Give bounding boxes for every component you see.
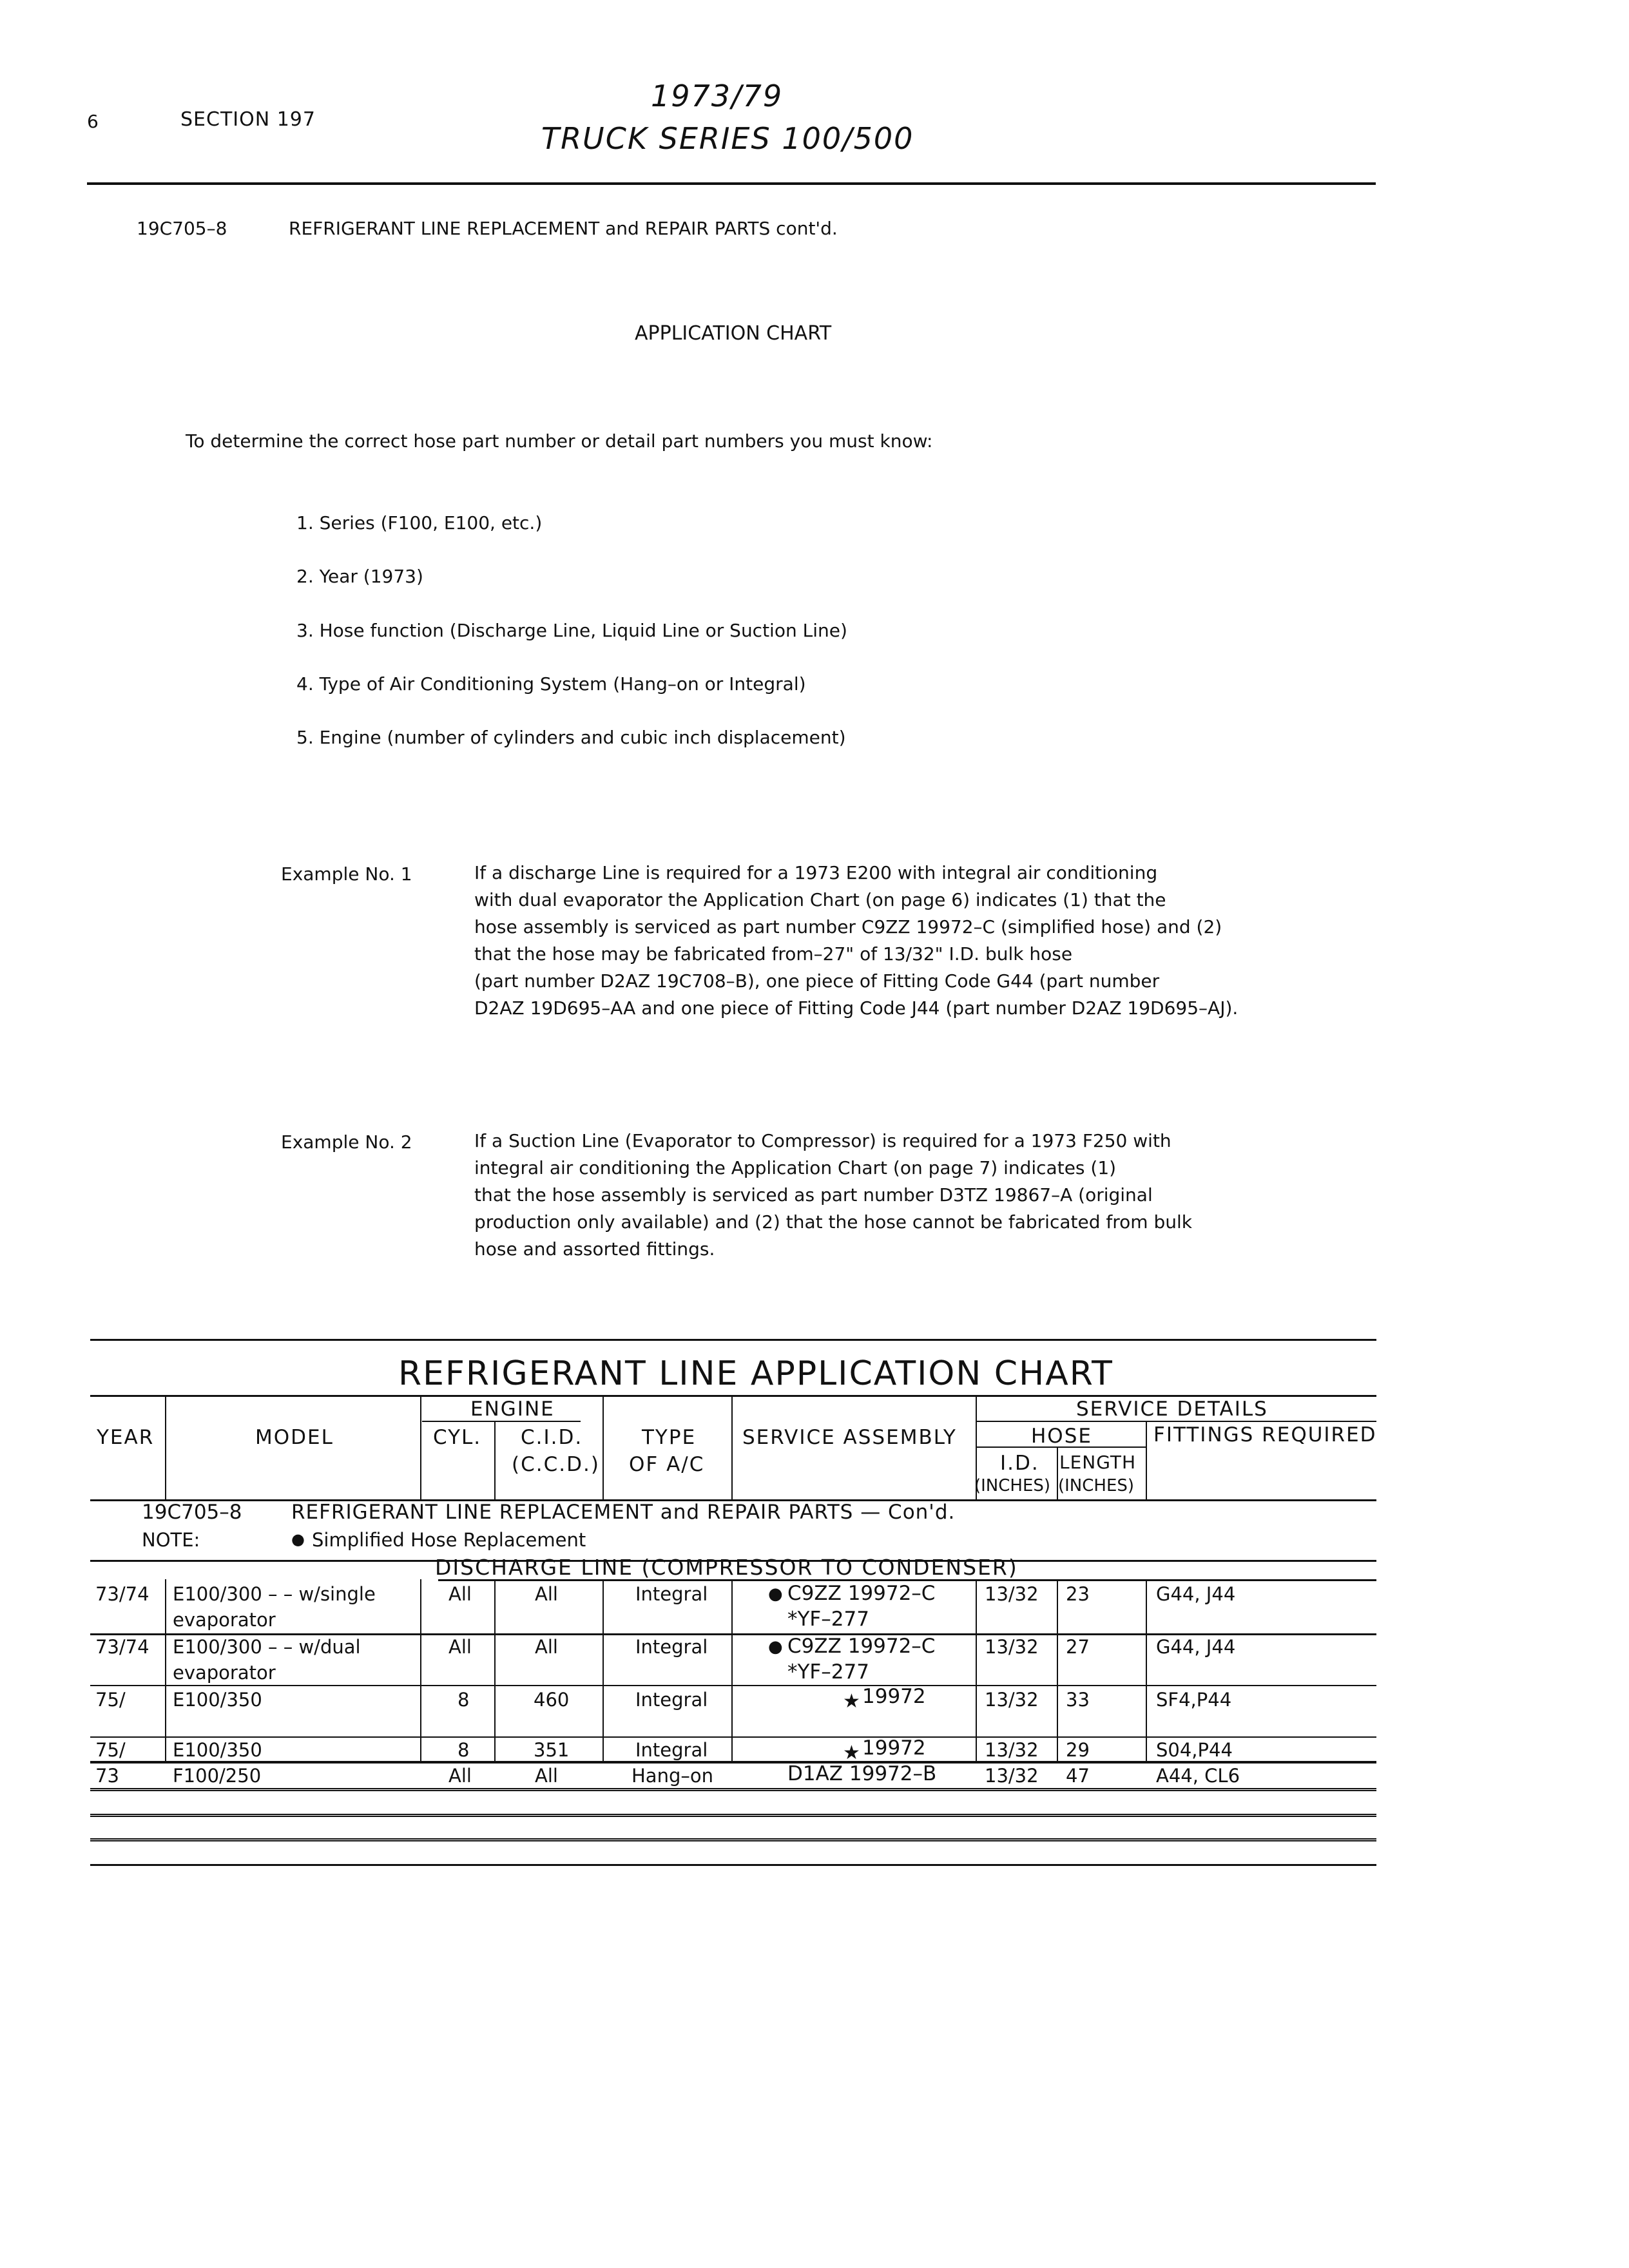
row-hose-id: 13/32 bbox=[985, 1636, 1039, 1658]
row-type: Integral bbox=[635, 1636, 708, 1658]
header-engine: ENGINE bbox=[470, 1398, 555, 1421]
row-model: E100/300 – – w/dual bbox=[173, 1636, 361, 1658]
table-title: REFRIGERANT LINE APPLICATION CHART bbox=[398, 1354, 1113, 1393]
simplified-hose-bullet-icon: ● bbox=[768, 1584, 783, 1604]
header-year: YEAR bbox=[97, 1426, 155, 1449]
table-col-divider bbox=[1057, 1579, 1058, 1762]
table-col-divider bbox=[602, 1395, 604, 1499]
example-line: D2AZ 19D695–AA and one piece of Fitting Code J44 (part number D2AZ 19D695–AJ). bbox=[474, 997, 1239, 1019]
header-rule bbox=[87, 182, 1376, 185]
header-length-unit: (INCHES) bbox=[1058, 1476, 1135, 1495]
table-col-divider bbox=[731, 1395, 733, 1499]
table-col-divider bbox=[165, 1395, 166, 1499]
example-line: If a Suction Line (Evaporator to Compressor) is required for a 1973 F250 with bbox=[474, 1130, 1171, 1151]
row-hose-id: 13/32 bbox=[985, 1739, 1039, 1761]
table-col-divider bbox=[165, 1579, 166, 1762]
header-service-assembly: SERVICE ASSEMBLY bbox=[742, 1426, 957, 1449]
blank-rule bbox=[90, 1840, 1376, 1841]
table-rule bbox=[90, 1761, 1376, 1763]
row-model-sub: evaporator bbox=[173, 1662, 276, 1684]
row-fittings: SF4,P44 bbox=[1156, 1689, 1232, 1711]
example-line: that the hose may be fabricated from–27" of 13/32" I.D. bulk hose bbox=[474, 943, 1073, 965]
table-rule bbox=[90, 1395, 1376, 1397]
row-year: 75/ bbox=[95, 1689, 126, 1711]
row-model: E100/300 – – w/single bbox=[173, 1583, 376, 1605]
table-col-divider bbox=[976, 1579, 977, 1762]
row-fittings: S04,P44 bbox=[1156, 1739, 1233, 1761]
table-col-divider bbox=[731, 1579, 733, 1762]
table-col-divider bbox=[602, 1579, 604, 1762]
row-cyl: 8 bbox=[458, 1739, 470, 1761]
row-cid: All bbox=[535, 1583, 558, 1605]
header-series: TRUCK SERIES 100/500 bbox=[541, 121, 914, 156]
row-model-sub: evaporator bbox=[173, 1609, 276, 1631]
row-hose-length: 33 bbox=[1066, 1689, 1090, 1711]
example-line: integral air conditioning the Application Chart (on page 7) indicates (1) bbox=[474, 1157, 1117, 1178]
row-type: Integral bbox=[635, 1583, 708, 1605]
table-col-divider bbox=[420, 1395, 421, 1499]
example-line: production only available) and (2) that the hose cannot be fabricated from bulk bbox=[474, 1211, 1192, 1233]
section-label: SECTION 197 bbox=[180, 108, 316, 131]
table-rule bbox=[90, 1788, 1376, 1789]
table-col-divider bbox=[1146, 1579, 1147, 1762]
header-model: MODEL bbox=[255, 1426, 334, 1449]
table-rule bbox=[90, 1685, 1376, 1686]
row-assembly-sub: *YF–277 bbox=[787, 1608, 869, 1631]
subhead-code: 19C705–8 bbox=[142, 1501, 242, 1524]
application-table bbox=[90, 1389, 1376, 1872]
requirement-item: 3. Hose function (Discharge Line, Liquid Line or Suction Line) bbox=[296, 620, 847, 641]
row-assembly: 19972 bbox=[862, 1685, 926, 1708]
example-label: Example No. 1 bbox=[281, 863, 412, 885]
row-cyl: All bbox=[448, 1765, 472, 1787]
header-fittings: FITTINGS REQUIRED bbox=[1153, 1423, 1377, 1446]
simplified-hose-bullet-icon: ● bbox=[768, 1637, 783, 1657]
table-col-divider bbox=[494, 1422, 496, 1499]
header-type-sub: OF A/C bbox=[629, 1453, 705, 1476]
table-col-divider bbox=[494, 1579, 496, 1762]
table-col-divider bbox=[420, 1579, 421, 1762]
row-hose-id: 13/32 bbox=[985, 1765, 1039, 1787]
example-label: Example No. 2 bbox=[281, 1131, 412, 1153]
row-cyl: All bbox=[448, 1636, 472, 1658]
header-cyl: CYL. bbox=[433, 1426, 482, 1449]
header-id: I.D. bbox=[1000, 1452, 1039, 1475]
example-line: hose and assorted fittings. bbox=[474, 1238, 715, 1260]
requirement-item: 4. Type of Air Conditioning System (Hang–on or Integral) bbox=[296, 673, 806, 695]
example-line: If a discharge Line is required for a 1973 E200 with integral air conditioning bbox=[474, 862, 1158, 883]
intro-title: REFRIGERANT LINE REPLACEMENT and REPAIR PARTS cont'd. bbox=[289, 218, 838, 239]
row-assembly: C9ZZ 19972–C bbox=[787, 1582, 936, 1605]
header-ccd: (C.C.D.) bbox=[512, 1453, 600, 1476]
page-number: 6 bbox=[87, 111, 99, 132]
star-icon: ★ bbox=[843, 1742, 860, 1764]
requirement-item: 2. Year (1973) bbox=[296, 566, 423, 587]
header-hose: HOSE bbox=[1031, 1425, 1092, 1448]
example-line: (part number D2AZ 19C708–B), one piece of Fitting Code G44 (part number bbox=[474, 970, 1160, 992]
requirement-item: 1. Series (F100, E100, etc.) bbox=[296, 512, 543, 533]
example-line: hose assembly is serviced as part number C9ZZ 19972–C (simplified hose) and (2) bbox=[474, 916, 1222, 937]
chart-heading: APPLICATION CHART bbox=[635, 322, 832, 345]
note-label: NOTE: bbox=[142, 1529, 200, 1551]
table-rule bbox=[90, 1814, 1376, 1815]
row-cyl: All bbox=[448, 1583, 472, 1605]
table-col-divider bbox=[1146, 1422, 1147, 1499]
row-assembly: 19972 bbox=[862, 1736, 926, 1760]
row-cid: 460 bbox=[534, 1689, 570, 1711]
table-rule bbox=[977, 1421, 1376, 1422]
star-icon: ★ bbox=[843, 1690, 860, 1713]
row-year: 73/74 bbox=[95, 1636, 149, 1658]
row-hose-length: 29 bbox=[1066, 1739, 1090, 1761]
note-text: Simplified Hose Replacement bbox=[312, 1529, 586, 1551]
intro-code: 19C705–8 bbox=[137, 218, 227, 239]
table-rule bbox=[90, 1736, 1376, 1738]
header-cid: C.I.D. bbox=[521, 1426, 583, 1449]
note-bullet-icon: ● bbox=[291, 1530, 305, 1548]
subhead-title: REFRIGERANT LINE REPLACEMENT and REPAIR PARTS — Con'd. bbox=[291, 1501, 956, 1524]
row-year: 75/ bbox=[95, 1739, 126, 1761]
row-cid: 351 bbox=[534, 1739, 570, 1761]
row-model: E100/350 bbox=[173, 1739, 262, 1761]
table-rule bbox=[90, 1633, 1376, 1635]
row-cyl: 8 bbox=[458, 1689, 470, 1711]
table-rule bbox=[90, 1838, 1376, 1840]
header-length: LENGTH bbox=[1059, 1452, 1137, 1473]
row-cid: All bbox=[535, 1765, 558, 1787]
row-assembly-sub: *YF–277 bbox=[787, 1660, 869, 1684]
row-year: 73 bbox=[95, 1765, 119, 1787]
header-id-unit: (INCHES) bbox=[974, 1476, 1051, 1495]
row-hose-id: 13/32 bbox=[985, 1583, 1039, 1605]
blank-rule bbox=[90, 1790, 1376, 1791]
row-hose-length: 23 bbox=[1066, 1583, 1090, 1605]
row-year: 73/74 bbox=[95, 1583, 149, 1605]
example-line: that the hose assembly is serviced as part number D3TZ 19867–A (original bbox=[474, 1184, 1153, 1206]
row-type: Integral bbox=[635, 1689, 708, 1711]
header-service-details: SERVICE DETAILS bbox=[1076, 1398, 1268, 1421]
row-type: Integral bbox=[635, 1739, 708, 1761]
row-type: Hang–on bbox=[631, 1765, 713, 1787]
row-fittings: G44, J44 bbox=[1156, 1583, 1236, 1605]
section-title: DISCHARGE LINE (COMPRESSOR TO CONDENSER) bbox=[435, 1555, 1018, 1580]
blank-rule bbox=[90, 1864, 1376, 1866]
row-hose-length: 47 bbox=[1066, 1765, 1090, 1787]
example-line: with dual evaporator the Application Chart (on page 6) indicates (1) that the bbox=[474, 889, 1166, 910]
header-years: 1973/79 bbox=[651, 79, 784, 113]
row-fittings: A44, CL6 bbox=[1156, 1765, 1240, 1787]
row-assembly: C9ZZ 19972–C bbox=[787, 1635, 936, 1658]
row-fittings: G44, J44 bbox=[1156, 1636, 1236, 1658]
row-assembly: D1AZ 19972–B bbox=[787, 1762, 937, 1785]
row-model: F100/250 bbox=[173, 1765, 262, 1787]
row-model: E100/350 bbox=[173, 1689, 262, 1711]
row-cid: All bbox=[535, 1636, 558, 1658]
row-hose-length: 27 bbox=[1066, 1636, 1090, 1658]
table-top-rule bbox=[90, 1339, 1376, 1341]
row-hose-id: 13/32 bbox=[985, 1689, 1039, 1711]
intro-lead: To determine the correct hose part number or detail part numbers you must know: bbox=[186, 430, 933, 452]
table-rule bbox=[422, 1421, 581, 1422]
requirement-item: 5. Engine (number of cylinders and cubic inch displacement) bbox=[296, 727, 846, 748]
blank-rule bbox=[90, 1816, 1376, 1817]
header-type: TYPE bbox=[642, 1426, 697, 1449]
